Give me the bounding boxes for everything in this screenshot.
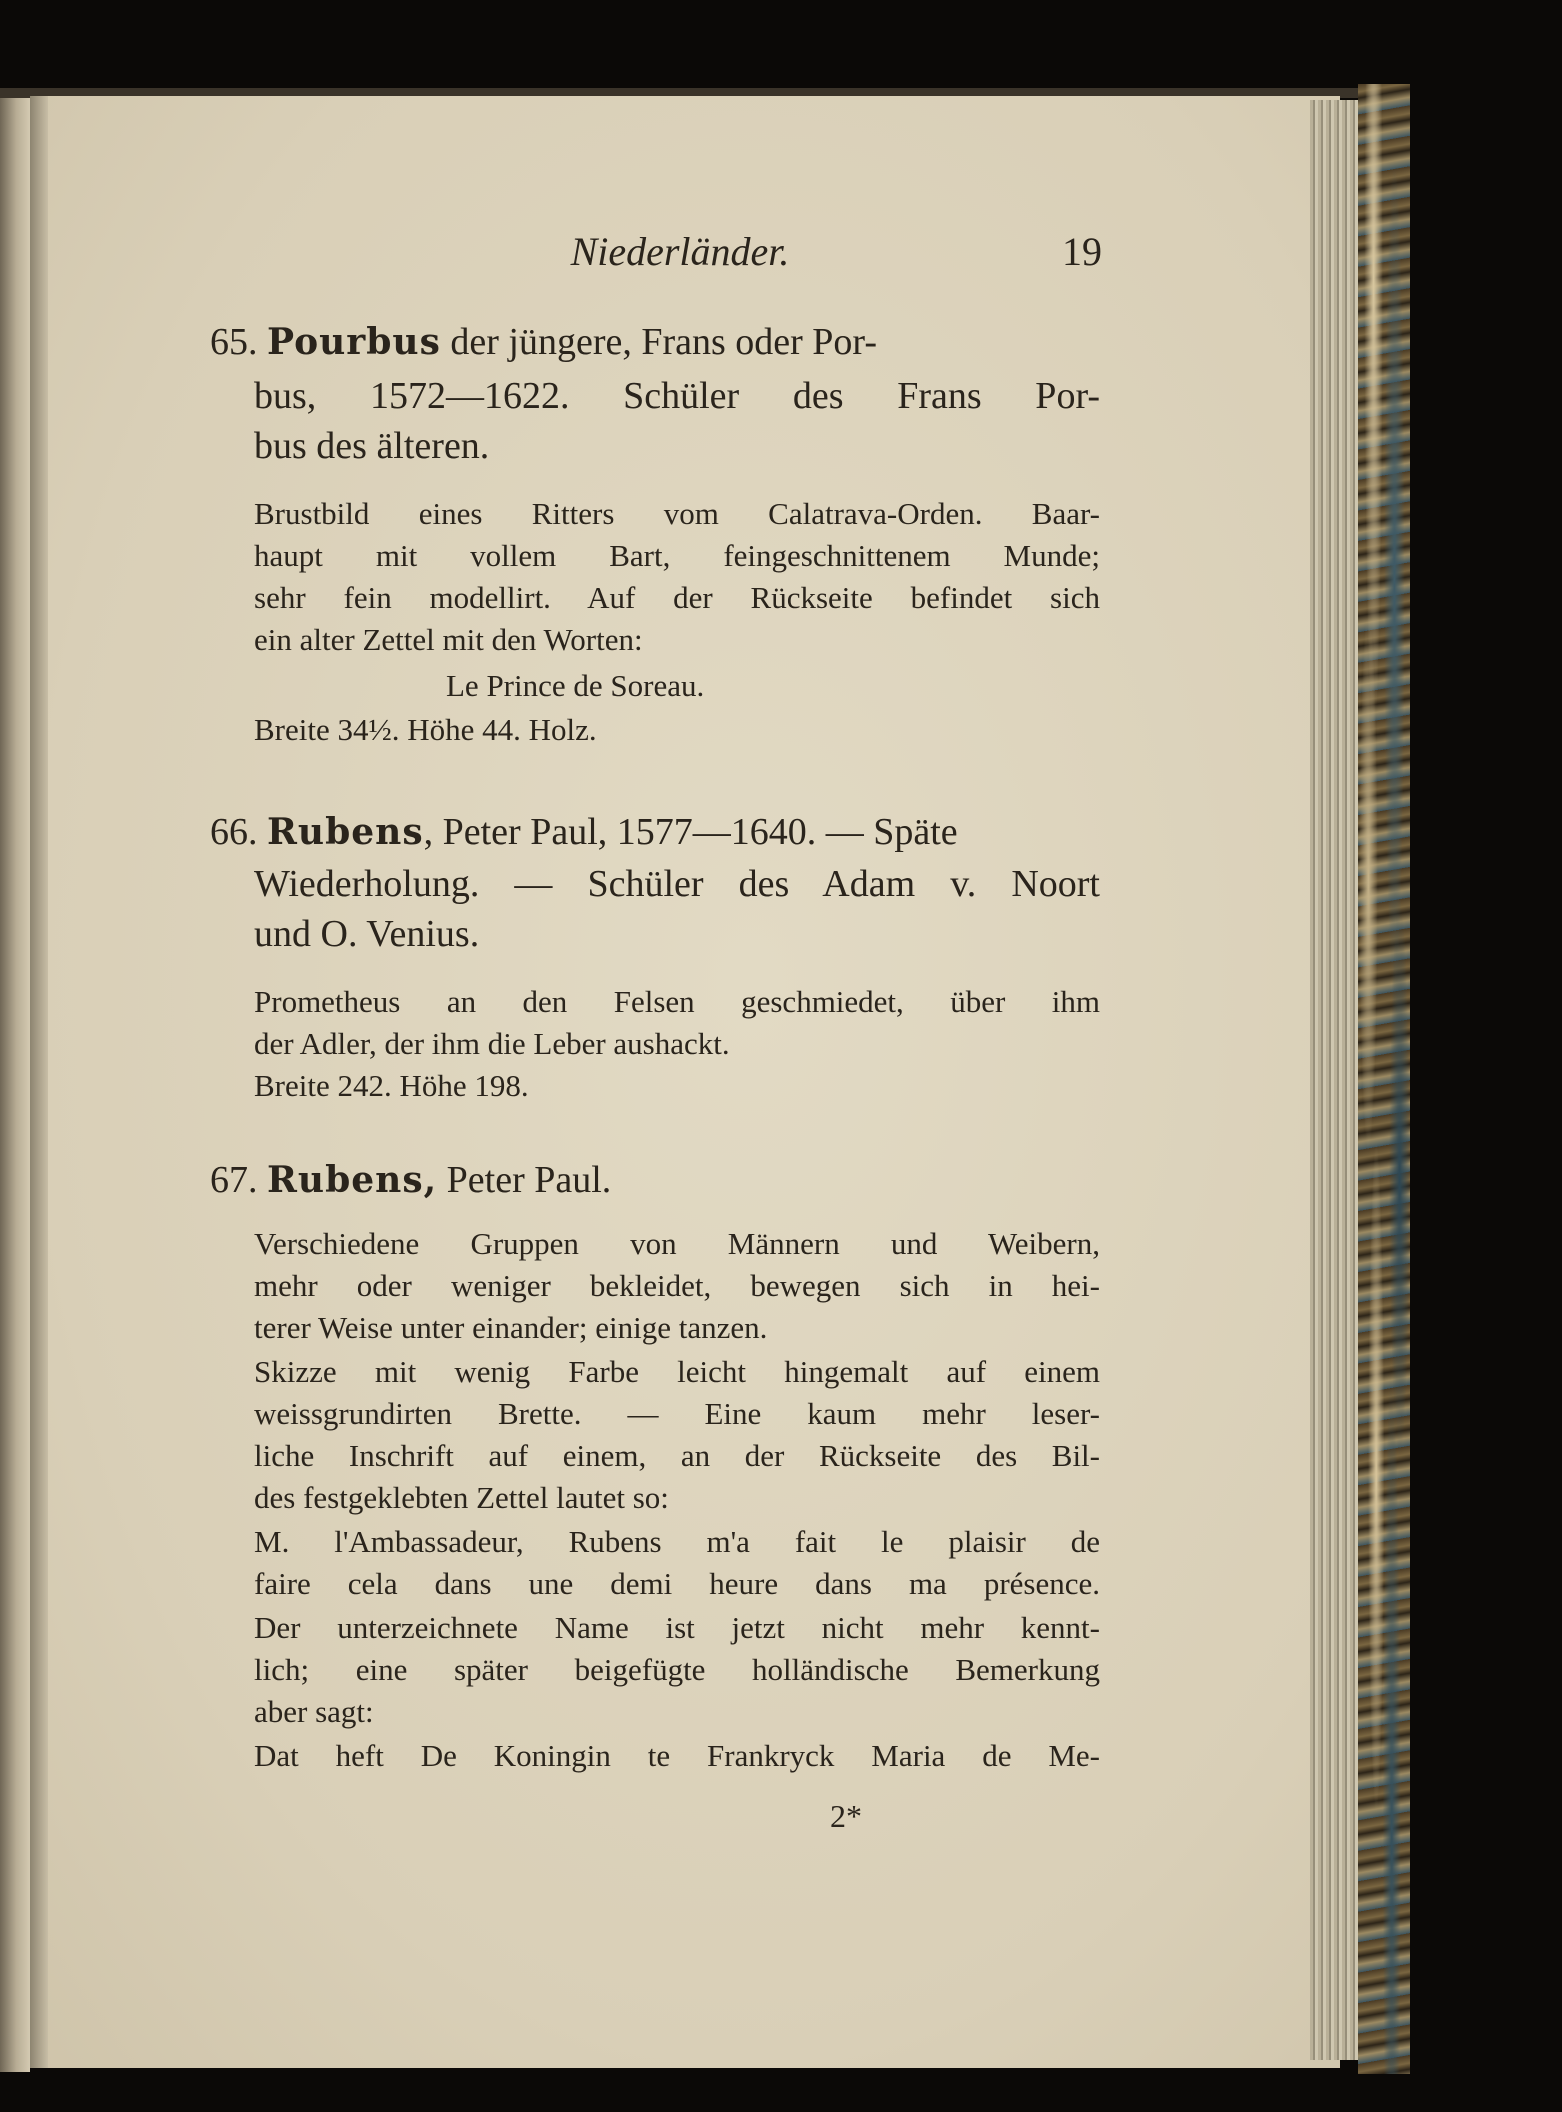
entry-65-heading-line-1 <box>210 320 1100 364</box>
entry-65-desc-line-2: haupt mit vollem Bart, feingeschnittenem Munde; <box>254 538 1100 573</box>
artist-name: Rubens <box>267 811 424 853</box>
entry-67-desc-line-5: weissgrundirten Brette. — Eine kaum mehr leser- <box>254 1396 1100 1431</box>
entry-67-desc-line-10: Der unterzeichnete Name ist jetzt nicht mehr kennt- <box>254 1610 1100 1645</box>
entry-65-desc-line-3: sehr fein modellirt. Auf der Rückseite befindet sich <box>254 580 1100 615</box>
entry-67-desc-line-13: Dat heft De Koningin te Frankryck Maria de Me- <box>254 1738 1100 1773</box>
artist-name: Pourbus <box>267 321 441 363</box>
entry-67-heading-line-1 <box>210 1158 611 1202</box>
entry-66-desc-line-2: der Adler, der ihm die Leber aushackt. <box>254 1026 730 1061</box>
entry-67-desc-line-9: faire cela dans une demi heure dans ma présence. <box>254 1566 1100 1601</box>
entry-65-heading-line-2: bus, 1572—1622. Schüler des Frans Por- <box>254 375 1100 417</box>
entry-67-desc-line-7: des festgeklebten Zettel lautet so: <box>254 1480 669 1515</box>
entry-66-heading-line-3: und O. Venius. <box>254 913 480 955</box>
artist-name: Rubens, <box>267 1159 438 1201</box>
entry-number: 67. <box>210 1159 258 1201</box>
entry-65-dimensions: Breite 34½. Höhe 44. Holz. <box>254 712 597 747</box>
entry-65-quote: Le Prince de Soreau. <box>446 668 705 703</box>
entry-65-desc-line-4: ein alter Zettel mit den Worten: <box>254 622 643 657</box>
entry-67-desc-line-3: terer Weise unter einander; einige tanzen. <box>254 1310 768 1345</box>
page-number: 19 <box>1062 229 1102 274</box>
entry-67-desc-line-12: aber sagt: <box>254 1694 374 1729</box>
entry-67-desc-line-8: M. l'Ambassadeur, Rubens m'a fait le plaisir de <box>254 1524 1100 1559</box>
entry-66-desc-line-1: Prometheus an den Felsen geschmiedet, über ihm <box>254 984 1100 1019</box>
entry-66-heading-line-2: Wiederholung. — Schüler des Adam v. Noort <box>254 863 1100 905</box>
entry-66-dimensions: Breite 242. Höhe 198. <box>254 1068 529 1103</box>
signature-mark: 2* <box>830 1798 862 1834</box>
entry-65-heading-line-3: bus des älteren. <box>254 425 490 467</box>
heading-text: , Peter Paul, 1577—1640. — Späte <box>423 811 958 853</box>
heading-text: der jüngere, Frans oder Por- <box>440 321 877 363</box>
entry-67-desc-line-2: mehr oder weniger bekleidet, bewegen sich in hei- <box>254 1268 1100 1303</box>
heading-text: Peter Paul. <box>437 1159 612 1201</box>
entry-66-heading-line-1 <box>210 810 1100 854</box>
entry-number: 65. <box>210 321 258 363</box>
entry-67-desc-line-11: lich; eine später beigefügte holländische Bemerkung <box>254 1652 1100 1687</box>
entry-67-desc-line-6: liche Inschrift auf einem, an der Rückseite des Bil- <box>254 1438 1100 1473</box>
entry-67-desc-line-1: Verschiedene Gruppen von Männern und Weibern, <box>254 1226 1100 1261</box>
entry-number: 66. <box>210 811 258 853</box>
running-head: Niederländer. <box>570 229 790 274</box>
entry-65-desc-line-1: Brustbild eines Ritters vom Calatrava-Orden. Baar- <box>254 496 1100 531</box>
entry-67-desc-line-4: Skizze mit wenig Farbe leicht hingemalt auf einem <box>254 1354 1100 1389</box>
